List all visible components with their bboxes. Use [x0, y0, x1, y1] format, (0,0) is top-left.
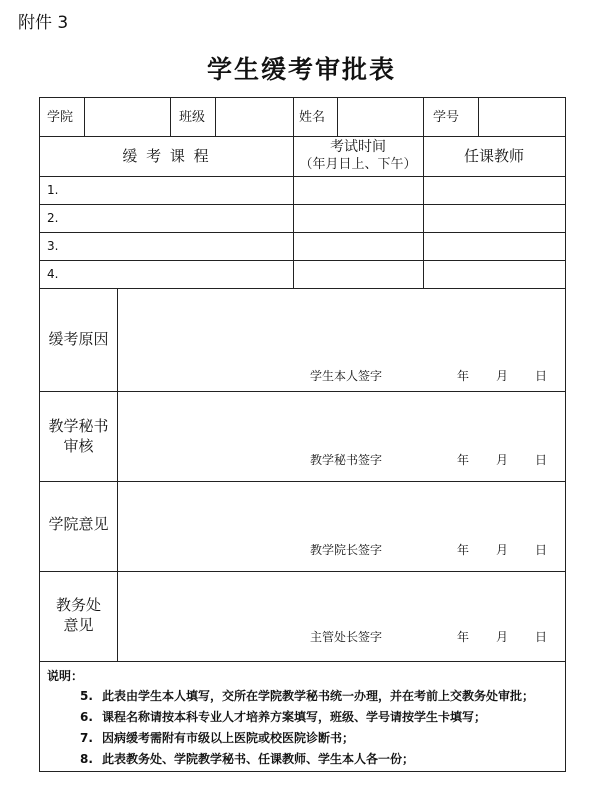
date-month-label: 月	[496, 630, 509, 644]
exam-time-header: 考试时间	[330, 139, 386, 155]
course-row-number: 3.	[47, 239, 59, 253]
row-divider	[40, 136, 565, 137]
signature-label: 主管处长签字	[310, 630, 383, 644]
row-divider	[40, 260, 565, 261]
col-divider	[215, 98, 216, 136]
date-day-label: 日	[535, 453, 548, 467]
row-divider	[40, 232, 565, 233]
college-label: 学院	[47, 110, 74, 125]
note-number: 7.	[80, 731, 93, 745]
section-label-college: 学院意见	[48, 515, 109, 533]
attachment-label: 附件 3	[18, 13, 69, 33]
col-divider	[478, 98, 479, 136]
class-label: 班级	[179, 110, 206, 125]
col-divider	[337, 98, 338, 136]
row-divider	[40, 288, 565, 289]
row-divider	[40, 391, 565, 392]
row-divider	[40, 481, 565, 482]
date-year-label: 年	[457, 543, 470, 557]
note-item	[80, 708, 486, 725]
student-id-label: 学号	[433, 110, 460, 125]
exam-time-header-sub: （年月日上、下午）	[299, 157, 417, 172]
signature-label: 学生本人签字	[310, 369, 383, 383]
note-text: 课程名称请按本科专业人才培养方案填写，班级、学号请按学生卡填写；	[102, 710, 487, 724]
course-row-number: 4.	[47, 267, 59, 281]
date-month-label: 月	[496, 543, 509, 557]
date-day-label: 日	[535, 630, 548, 644]
date-day-label: 日	[535, 543, 548, 557]
section-label-academic-office: 教务处	[55, 596, 101, 614]
row-divider	[40, 176, 565, 177]
note-item	[80, 687, 534, 704]
section-label-secretary-line2: 审核	[63, 437, 94, 455]
col-divider	[117, 288, 118, 661]
note-item	[80, 750, 414, 767]
name-label: 姓名	[299, 110, 326, 125]
col-divider	[84, 98, 85, 136]
note-text: 此表教务处、学院教学秘书、任课教师、学生本人各一份；	[102, 752, 415, 766]
approval-form	[39, 97, 566, 772]
section-label-secretary: 教学秘书	[48, 417, 109, 435]
col-divider	[423, 98, 424, 136]
col-divider	[293, 98, 294, 136]
course-row-number: 1.	[47, 183, 59, 197]
signature-label: 教学秘书签字	[310, 453, 383, 467]
date-day-label: 日	[535, 369, 548, 383]
note-item	[80, 729, 354, 746]
signature-label: 教学院长签字	[310, 543, 383, 557]
course-row-number: 2.	[47, 211, 59, 225]
note-number: 6.	[80, 710, 93, 724]
date-year-label: 年	[457, 630, 470, 644]
teacher-header: 任课教师	[463, 147, 524, 165]
section-label-academic-office-line2: 意见	[63, 616, 94, 634]
col-divider	[170, 98, 171, 136]
row-divider	[40, 204, 565, 205]
date-year-label: 年	[457, 453, 470, 467]
note-text: 此表由学生本人填写，交所在学院教学秘书统一办理，并在考前上交教务处审批；	[102, 689, 535, 703]
row-divider	[40, 661, 565, 662]
course-header: 缓 考 课 程	[122, 147, 211, 165]
note-text: 因病缓考需附有市级以上医院或校医院诊断书；	[102, 731, 355, 745]
note-number: 5.	[80, 689, 93, 703]
section-label-reason: 缓考原因	[48, 330, 109, 348]
notes-heading: 说明：	[47, 669, 84, 683]
note-number: 8.	[80, 752, 93, 766]
date-year-label: 年	[457, 369, 470, 383]
date-month-label: 月	[496, 453, 509, 467]
page-title: 学生缓考审批表	[206, 55, 396, 84]
date-month-label: 月	[496, 369, 509, 383]
row-divider	[40, 571, 565, 572]
